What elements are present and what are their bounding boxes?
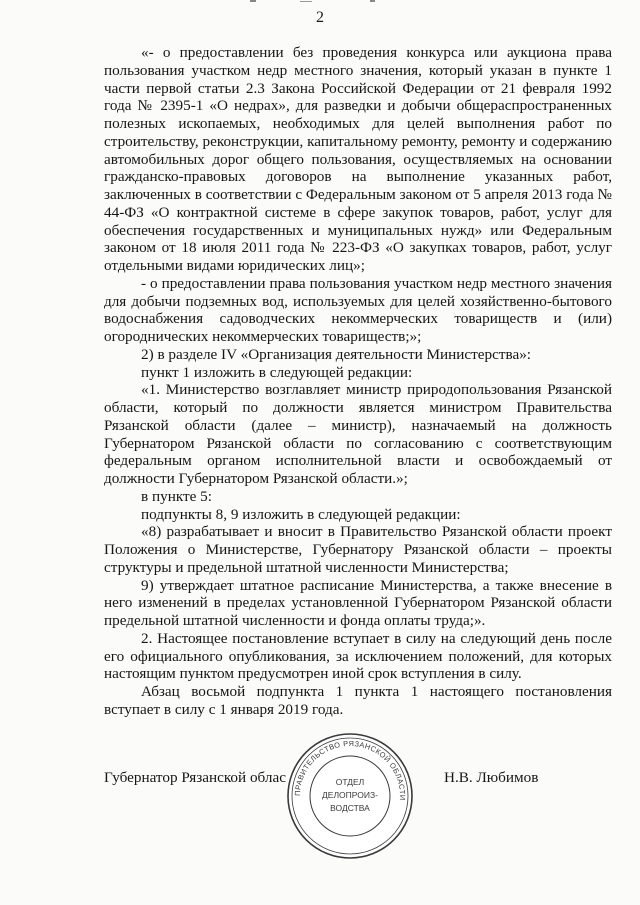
paragraph-clause-1-intro: пункт 1 изложить в следующей редакции: xyxy=(141,363,413,381)
paragraph-subsoil-without-auction: «- о предоставлении без проведения конкурса или аукциона права пользования участком недр местного значения, который указан в пункте 1 части первой статьи 2.3 Закона Российской Федерации от 21 февраля 1992 года № 2395-1 «О недрах», для разведки и добычи общераспространенных полезных ископаемых, необходимых для целей выполнения работ по строительству, реконструкции, капитальному ремонту, ремонту и содержанию автомобильных дорог общего пользования, осуществляемых на основании гражданско-правовых договоров на выполнение указанных работ, заключенных в соответствии с Федеральным законом от 5 апреля 2013 года № 44-ФЗ «О контрактной системе в сфере закупок товаров, работ, услуг для обеспечения государственных и муниципальных нужд» или Федеральным законом от 18 июля 2011 года № 223-ФЗ «О закупках товаров, работ, услуг отдельными видами юридических лиц»; xyxy=(104,44,612,274)
seal-center-line-2: ДЕЛОПРОИЗ- xyxy=(322,790,378,800)
paragraph-subclause-8: «8) разрабатывает и вносит в Правительство Рязанской области проект Положения о Министерстве, Губернатору Рязанской области – проекты структуры и предельной штатной численности Министерства; xyxy=(104,523,612,576)
paragraph-effective-date: Абзац восьмой подпункта 1 пункта 1 настоящего постановления вступает в силу с 1 января 2019 года. xyxy=(104,683,612,718)
paragraph-entry-into-force: 2. Настоящее постановление вступает в силу на следующий день после его официального опубликования, за исключением положений, для которых настоящим пунктом предусмотрен иной срок вступления в силу. xyxy=(104,629,612,683)
paragraph-groundwater: - о предоставлении права пользования участком недр местного значения для добычи подземных вод, используемых для целей хозяйственно-бытового водоснабжения садоводческих некоммерческих товариществ и (или) огороднических некоммерческих товариществ;»; xyxy=(104,274,612,345)
signatory-position: Губернатор Рязанской облас xyxy=(104,769,286,786)
document-body xyxy=(104,44,612,719)
paragraph-subclauses-intro: подпункты 8, 9 изложить в следующей редакции: xyxy=(141,505,461,523)
paragraph-clause-5-intro: в пункте 5: xyxy=(141,487,212,505)
official-seal xyxy=(285,731,415,861)
paragraph-clause-1-text: «1. Министерство возглавляет министр природопользования Рязанской области, который по должности является министром Правительства Рязанской области (далее – министр), назначаемый на должность Губернатором Рязанской области по согласованию с соответствующим федеральным органом исполнительной власти и освобождаемый от должности Губернатором Рязанской области.»; xyxy=(104,381,612,487)
paragraph-subclause-9: 9) утверждает штатное расписание Министерства, а также внесение в него изменений в пределах установленной Губернатором Рязанской области предельной штатной численности и фонда оплаты труда;». xyxy=(104,576,612,629)
seal-center-line-1: ОТДЕЛ xyxy=(335,777,365,787)
scan-edge-noise xyxy=(230,0,450,4)
paragraph-section-iv: 2) в разделе IV «Организация деятельности Министерства»: xyxy=(141,345,532,363)
page-number: 2 xyxy=(316,9,324,26)
signatory-name: Н.В. Любимов xyxy=(444,769,539,786)
seal-ring-text: ПРАВИТЕЛЬСТВО РЯЗАНСКОЙ ОБЛАСТИ xyxy=(292,738,408,801)
seal-center-line-3: ВОДСТВА xyxy=(330,803,370,813)
